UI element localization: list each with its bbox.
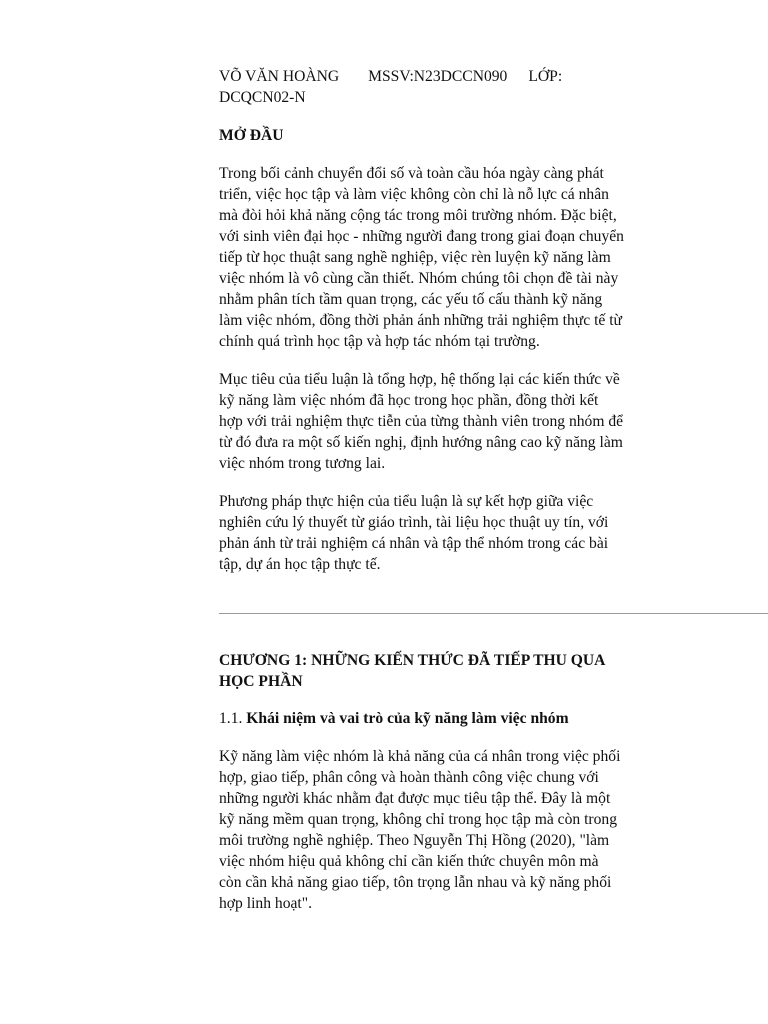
class-label: LỚP: xyxy=(528,68,563,85)
page-divider xyxy=(219,613,768,614)
intro-paragraph-2: Mục tiêu của tiểu luận là tổng hợp, hệ thống lại các kiến thức về kỹ năng làm việc nhóm đã học trong học phần, đồng thời kết hợp với trải nghiệm thực tiễn của từng thành viên trong nhóm để từ đó đưa ra một số kiến nghị, định hướng nâng cao kỹ năng làm việc nhóm trong tương lai. xyxy=(219,371,624,472)
intro-paragraph-1: Trong bối cảnh chuyển đổi số và toàn cầu hóa ngày càng phát triển, việc học tập và làm việc không còn chỉ là nỗ lực cá nhân mà đòi hỏi khả năng cộng tác trong môi trường nhóm. Đặc biệt, với sinh viên đại học - những người đang trong giai đoạn chuyển tiếp từ học thuật sang nghề nghiệp, việc rèn luyện kỹ năng làm việc nhóm là vô cùng cần thiết. Nhóm chúng tôi chọn đề tài này nhằm phân tích tầm quan trọng, các yếu tố cấu thành kỹ năng làm việc nhóm, đồng thời phản ánh những trải nghiệm thực tế từ chính quá trình học tập và hợp tác nhóm tại trường. xyxy=(219,165,624,350)
student-id: MSSV:N23DCCN090 xyxy=(368,68,508,85)
student-name: VÕ VĂN HOÀNG xyxy=(219,68,340,85)
page-2-content xyxy=(219,650,624,914)
intro-heading: MỞ ĐẦU xyxy=(219,127,284,144)
section-paragraph: Kỹ năng làm việc nhóm là khả năng của cá nhân trong việc phối hợp, giao tiếp, phân công và hoàn thành công việc chung với những người khác nhằm đạt được mục tiêu tập thể. Đây là một kỹ năng mềm quan trọng, không chỉ trong học tập mà còn trong môi trường nghề nghiệp. Theo Nguyễn Thị Hồng (2020), "làm việc nhóm hiệu quả không chỉ cần kiến thức chuyên môn mà còn cần khả năng giao tiếp, tôn trọng lẫn nhau và kỹ năng phối hợp linh hoạt". xyxy=(219,748,621,912)
intro-paragraph-3: Phương pháp thực hiện của tiểu luận là sự kết hợp giữa việc nghiên cứu lý thuyết từ giáo trình, tài liệu học thuật uy tín, với phản ánh từ trải nghiệm cá nhân và tập thể nhóm trong các bài tập, dự án học tập thực tế. xyxy=(219,493,609,573)
chapter-heading: CHƯƠNG 1: NHỮNG KIẾN THỨC ĐÃ TIẾP THU QUA HỌC PHẦN xyxy=(219,652,605,690)
section-heading xyxy=(219,708,624,729)
section-number: 1.1. xyxy=(219,710,243,727)
class-value: DCQCN02-N xyxy=(219,89,306,106)
student-header xyxy=(219,66,624,108)
page-1-content xyxy=(219,66,624,575)
section-title: Khái niệm và vai trò của kỹ năng làm việc nhóm xyxy=(246,710,569,727)
